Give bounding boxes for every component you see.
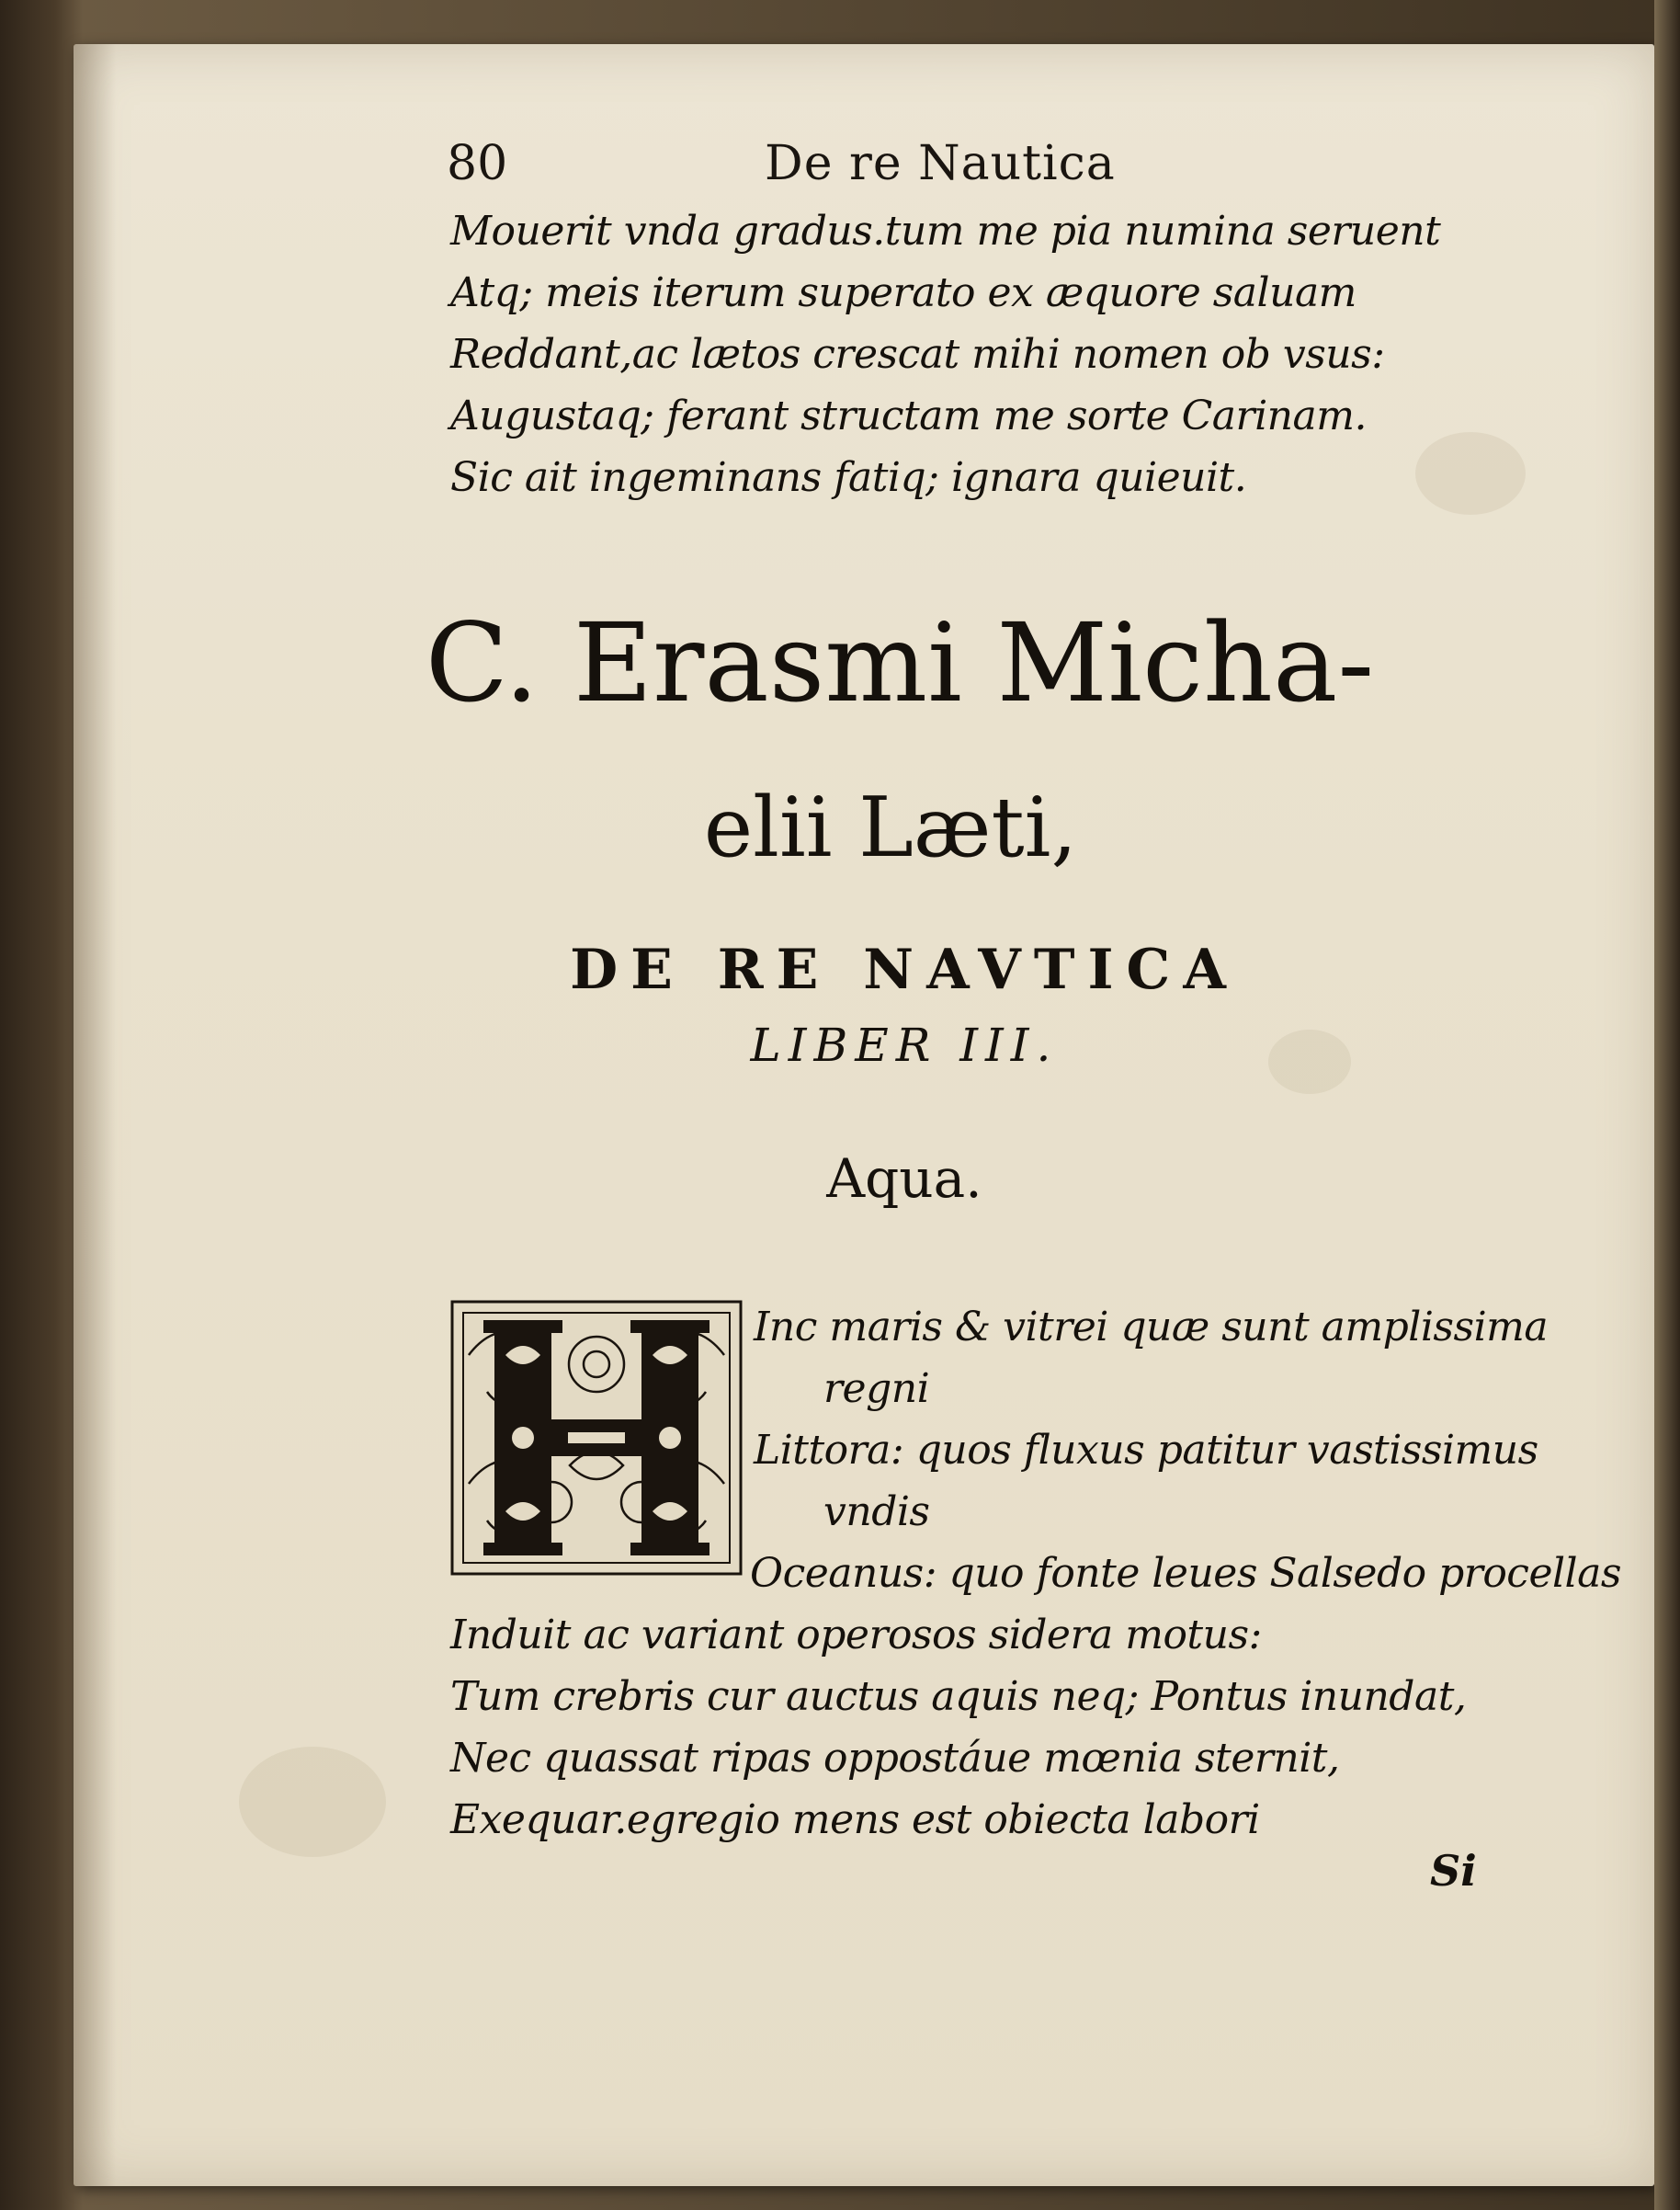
book-edge	[1654, 0, 1680, 2210]
page-number: 80	[447, 136, 508, 191]
verse-line: Oceanus: quo fonte leues Salsedo procellas	[750, 1550, 1621, 1597]
book-number: LIBER III.	[750, 1019, 1059, 1072]
verse-line: Nec quassat ripas oppostáue mœnia sternit,	[450, 1735, 1340, 1782]
decorated-initial	[450, 1300, 743, 1576]
verse-line: Augustaq; ferant structam me sorte Carinam.	[450, 393, 1367, 439]
book-title: DE RE NAVTICA	[570, 938, 1239, 1002]
catchword: Si	[1430, 1846, 1477, 1896]
verse-line: Tum crebris cur auctus aquis neq; Pontus inundat,	[450, 1673, 1467, 1720]
verse-line: Inc maris & vitrei quæ sunt amplissima	[754, 1304, 1549, 1350]
paper-stain	[1415, 432, 1526, 515]
verse-line: Induit ac variant operosos sidera motus:	[450, 1612, 1262, 1658]
page-gutter-shadow	[74, 44, 116, 2186]
paper-stain	[239, 1747, 386, 1857]
author-name-line-2: elii Læti,	[703, 780, 1078, 876]
verse-line: Reddant,ac lætos crescat mihi nomen ob vsus:	[450, 331, 1385, 378]
verse-line: Mouerit vnda gradus.tum me pia numina seruent	[450, 208, 1441, 255]
verse-line: vndis	[823, 1488, 930, 1535]
verse-line: Littora: quos fluxus patitur vastissimus	[754, 1427, 1538, 1474]
verse-line: Exequar.egregio mens est obiecta labori	[450, 1796, 1260, 1843]
author-name-line-1: C. Erasmi Micha-	[425, 599, 1375, 726]
verse-line: Sic ait ingeminans fatiq; ignara quieuit.	[450, 454, 1247, 501]
running-title: De re Nautica	[765, 136, 1116, 191]
decorated-initial-h-icon	[450, 1300, 743, 1576]
section-heading: Aqua.	[826, 1147, 982, 1210]
verse-line: regni	[823, 1365, 930, 1412]
verse-line: Atq; meis iterum superato ex æquore saluam	[450, 269, 1356, 316]
running-head	[447, 136, 1182, 200]
